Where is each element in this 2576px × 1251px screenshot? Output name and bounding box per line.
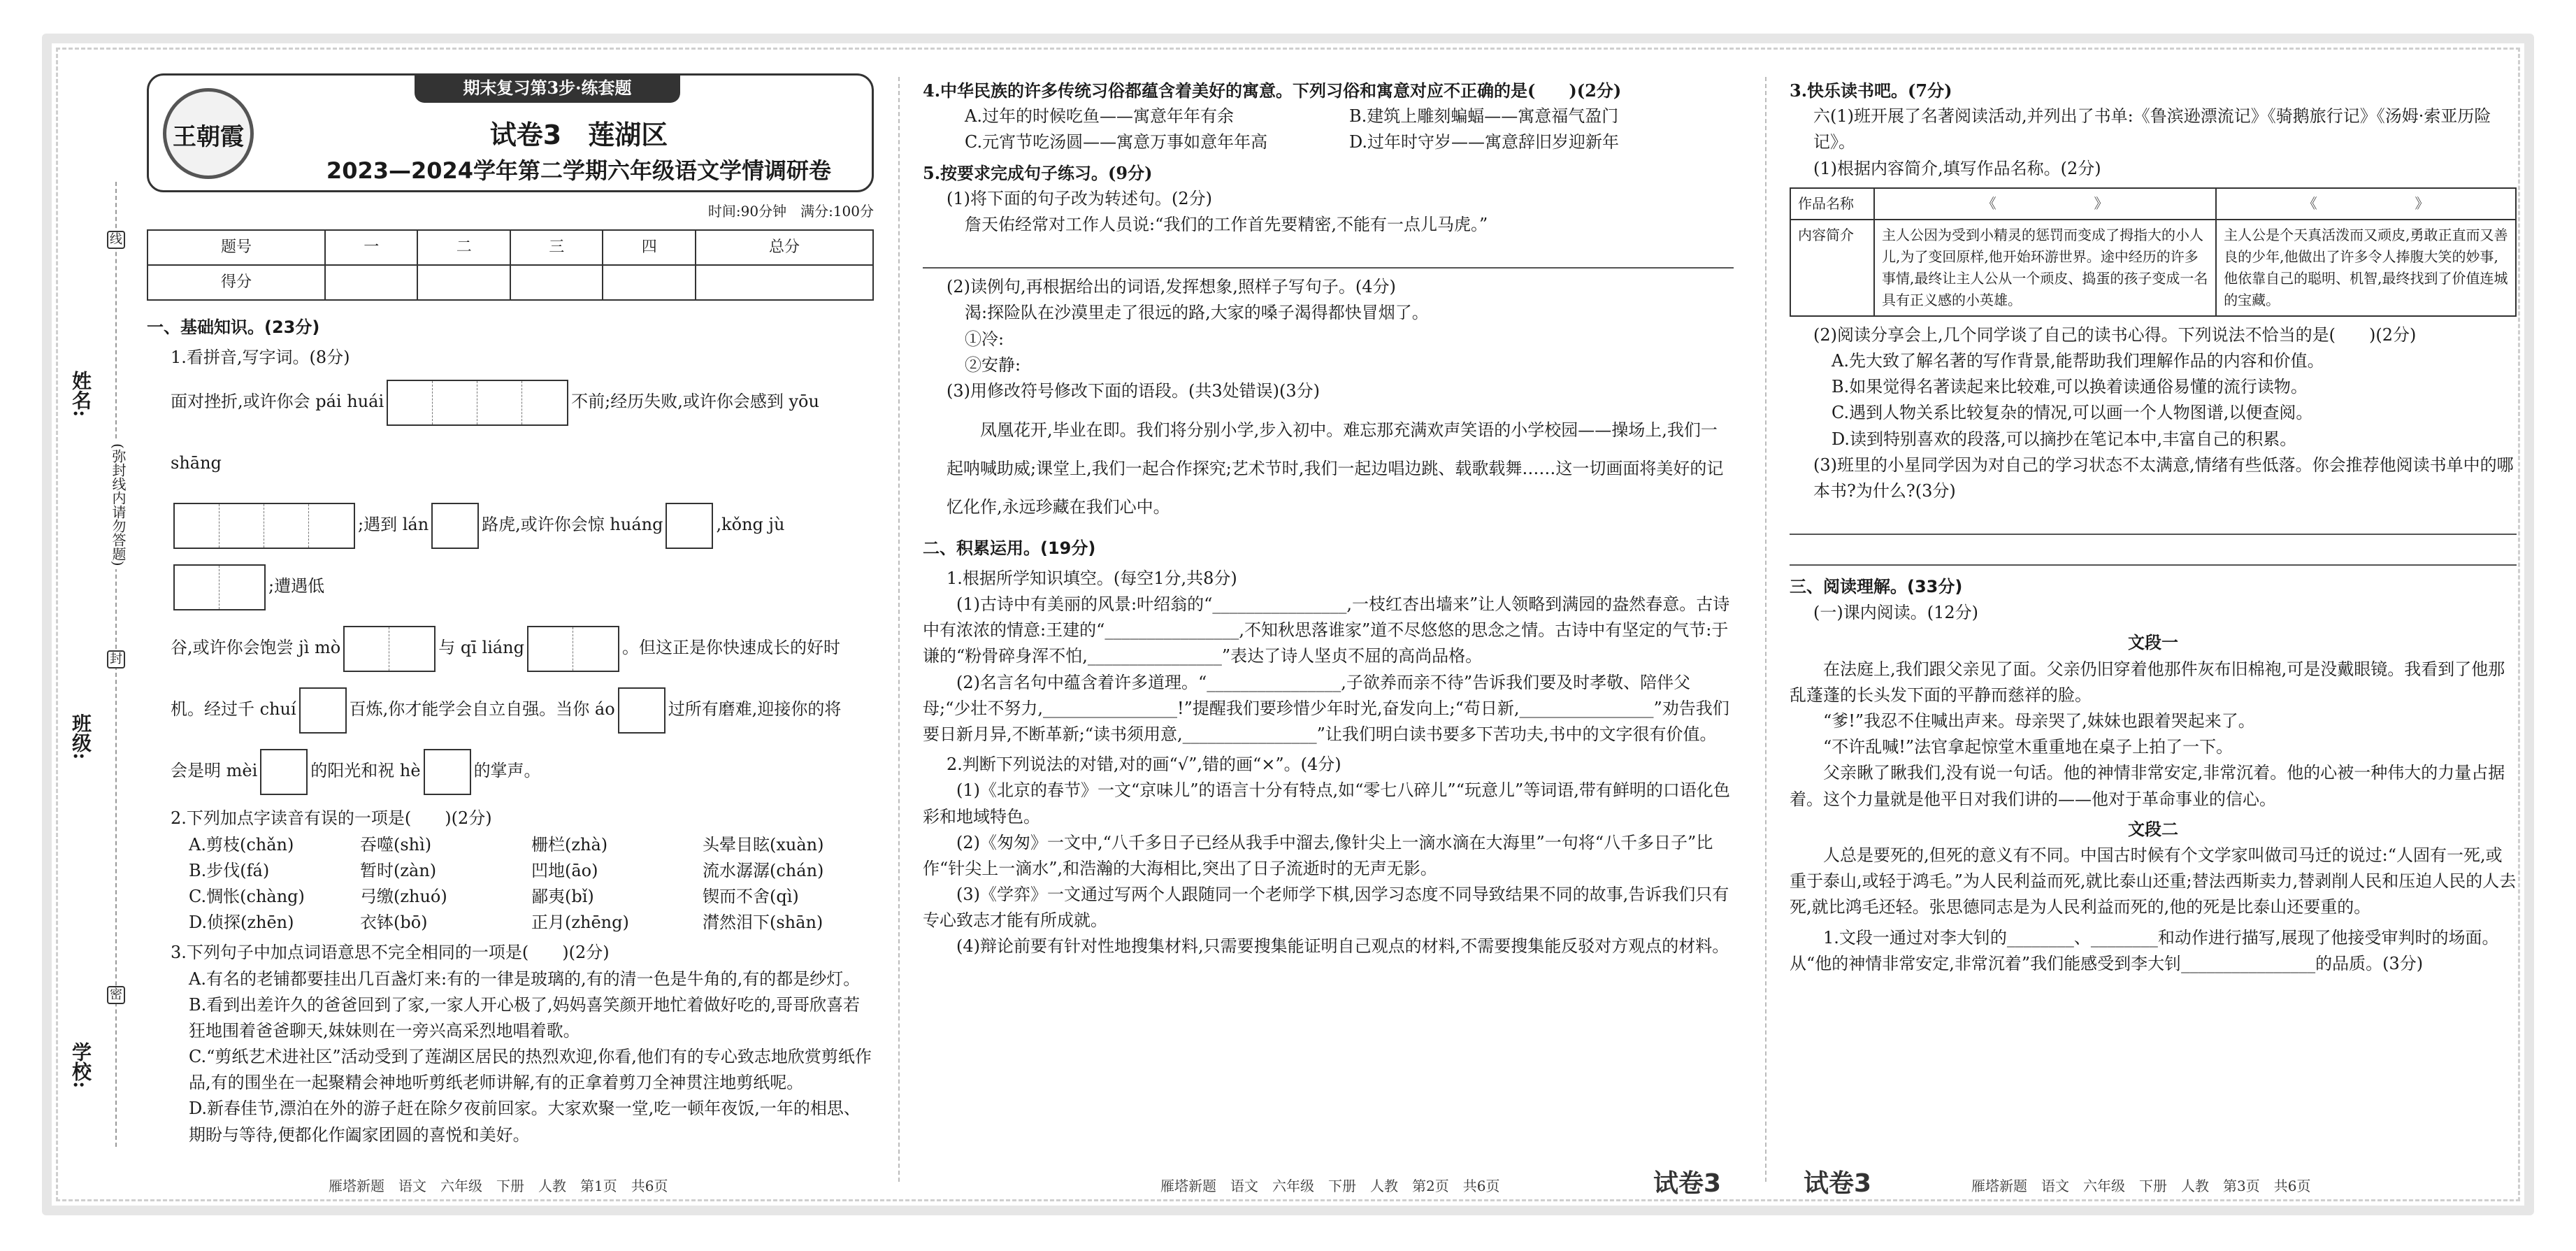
- book-name-blank[interactable]: 《 》: [1874, 188, 2216, 220]
- answer-prompt: ①冷:: [965, 329, 1005, 349]
- exam-title: 试卷3 莲湖区: [489, 120, 668, 150]
- review-banner: 期末复习第3步·练套题: [415, 73, 680, 103]
- school-label: 学校:: [69, 1042, 92, 1089]
- passage-paragraph: 人总是要死的,但死的意义有不同。中国古时候有个文学家叫做司马迁的说过:“人固有一死,或重于泰山,或轻于鸿毛。”为人民利益而死,就比泰山还重;替法西斯卖力,替剥削人民和压迫人民的人去死,就比鸿毛还轻。张思德同志是为人民利益而死的,他的死是比泰山还要重的。: [1790, 845, 2517, 917]
- score-col: 总分: [696, 230, 873, 265]
- option: D.读到特别喜欢的段落,可以摘抄在笔记本中,丰富自己的积累。: [1832, 429, 2297, 449]
- option: 鄙夷(bǐ): [531, 886, 594, 906]
- option: 栅栏(zhà): [531, 834, 608, 855]
- footer-page-2: 雁塔新题 语文 六年级 下册 人教 第2页 共6页: [1160, 1178, 1500, 1194]
- score-cell[interactable]: [510, 265, 603, 300]
- answer-prompt: ②安静:: [965, 355, 1021, 375]
- fill-blank: (2)名言名句中蕴含着许多道理。“________________,子欲养而亲不待”告诉我们要及时孝敬、陪伴父母;“少壮不努力,________________!”提醒我们要珍惜少年时光,奋发向上;“苟日新,________________”劝告我们要日新月异,不断革新;“读书须用意,________________”让我们明白读书要多下苦功夫,书中的文字很有价值。: [923, 672, 1729, 744]
- option: 吞噬(shì): [360, 834, 432, 855]
- option: A.先大致了解名著的写作背景,能帮助我们理解作品的内容和价值。: [1832, 350, 2324, 371]
- option: B.步伐(fá): [189, 860, 270, 880]
- section-2-title: 二、积累运用。(19分): [923, 538, 1096, 558]
- judge-item: (1)《北京的春节》一文“京味儿”的语言十分有特点,如“零七八碎儿”“玩意儿”等词语,带有鲜明的口语化色彩和地域特色。: [923, 780, 1730, 827]
- answer-line[interactable]: [1790, 510, 2517, 535]
- reading-intro: 六(1)班开展了名著阅读活动,并列出了书单:《鲁滨逊漂流记》《骑鹅旅行记》《汤姆·索亚历险记》。: [1813, 106, 2491, 152]
- book-name-label: 作品名称: [1790, 188, 1874, 220]
- passage-paragraph: 父亲瞅了瞅我们,没有说一句话。他的神情非常安定,非常沉着。他的心被一种伟大的力量占据着。这个力量就是他平日对我们讲的——他对于革命事业的信心。: [1790, 763, 2505, 809]
- score-cell[interactable]: [325, 265, 418, 300]
- source-sentence: 詹天佑经常对工作人员说:“我们的工作首先要精密,不能有一点儿马虎。”: [965, 214, 1488, 234]
- binding-mark-mi: 密: [107, 986, 125, 1004]
- passage-text: 谷,或许你会饱尝 jì mò: [171, 638, 341, 658]
- option: 锲而不舍(qì): [703, 886, 799, 906]
- book-table: [1790, 187, 2517, 317]
- passage-paragraph: 在法庭上,我们跟父亲见了面。父亲仍旧穿着他那件灰布旧棉袍,可是没戴眼镜。我看到了他那乱蓬蓬的长头发下面的平静而慈祥的脸。: [1790, 659, 2505, 705]
- option: C.“剪纸艺术进社区”活动受到了莲湖区居民的热烈欢迎,你看,他们有的专心致志地欣赏剪纸作品,有的围坐在一起聚精会神地听剪纸老师讲解,有的正拿着剪刀全神贯注地剪纸呢。: [189, 1047, 872, 1093]
- score-head: 得分: [147, 265, 325, 300]
- option: 弓缴(zhuó): [360, 886, 447, 906]
- option: B.建筑上雕刻蝙蝠——寓意福气盈门: [1349, 106, 1619, 127]
- answer-line[interactable]: [1790, 541, 2517, 566]
- passage-paragraph: “不许乱喊!”法官拿起惊堂木重重地在桌子上拍了一下。: [1823, 737, 2233, 757]
- logo-text: 王朝霞: [173, 123, 244, 151]
- sub-question: (2)阅读分享会上,几个同学谈了自己的读书心得。下列说法不恰当的是( )(2分): [1813, 324, 2417, 345]
- binding-strip: [66, 182, 129, 1147]
- footer-page-3: 雁塔新题 语文 六年级 下册 人教 第3页 共6页: [1971, 1178, 2311, 1194]
- char-grid[interactable]: [260, 749, 308, 795]
- footer-page-1: 雁塔新题 语文 六年级 下册 人教 第1页 共6页: [329, 1178, 668, 1194]
- exam-mark: 试卷3: [1653, 1169, 1722, 1198]
- binding-mark-xian: 线: [107, 231, 125, 249]
- score-head: 题号: [147, 230, 325, 265]
- passage-text: 面对挫折,或许你会 pái huái: [171, 392, 384, 412]
- sub-question: (1)将下面的句子改为转述句。(2分): [947, 188, 1212, 208]
- score-table: [147, 229, 874, 301]
- passage-paragraph: “爹!”我忍不住喊出声来。母亲哭了,妹妹也跟着哭起来了。: [1823, 711, 2255, 731]
- option: 头晕目眩(xuàn): [703, 834, 824, 855]
- option: 凹地(āo): [531, 860, 598, 880]
- score-cell[interactable]: [603, 265, 696, 300]
- char-grid[interactable]: [527, 626, 619, 672]
- example-sentence: 渴:探险队在沙漠里走了很远的路,大家的嗓子渴得都快冒烟了。: [965, 303, 1429, 323]
- exam-subtitle: 2023—2024学年第二学期六年级语文学情调研卷: [326, 157, 832, 184]
- binding-note: (弥封线内请勿答题): [108, 441, 129, 569]
- char-grid[interactable]: [343, 626, 436, 672]
- score-cell[interactable]: [696, 265, 873, 300]
- char-grid[interactable]: [173, 564, 266, 610]
- section-1-title: 一、基础知识。(23分): [147, 317, 320, 337]
- option: C.元宵节吃汤圆——寓意万事如意年年高: [965, 132, 1268, 152]
- question-2: 2.下列加点字读音有误的一项是( )(2分): [171, 808, 492, 829]
- passage-text: 的掌声。: [473, 761, 541, 781]
- question-5: 5.按要求完成句子练习。(9分): [923, 162, 1153, 183]
- option: 正月(zhēng): [531, 913, 629, 933]
- passage-text: 与 qī liáng: [438, 638, 524, 658]
- option: C.遇到人物关系比较复杂的情况,可以画一个人物图谱,以便查阅。: [1832, 403, 2313, 423]
- passage-title: 文段一: [2128, 633, 2178, 653]
- book-intro: 主人公因为受到小精灵的惩罚而变成了拇指大的小人儿,为了变回原样,他开始环游世界。途中经历的许多事情,最终让主人公从一个顽皮、捣蛋的孩子变成一名具有正义感的小英雄。: [1874, 220, 2216, 316]
- column-divider-2: [1765, 77, 1766, 1182]
- char-grid[interactable]: [618, 687, 665, 734]
- section-3-title: 三、阅读理解。(33分): [1790, 577, 1963, 597]
- question-4: 4.中华民族的许多传统习俗都蕴含着美好的寓意。下列习俗和寓意对应不正确的是( )(2分): [923, 80, 1622, 101]
- score-col: 三: [510, 230, 603, 265]
- option: D.新春佳节,漂泊在外的游子赶在除夕夜前回家。大家欢聚一堂,吃一顿年夜饭,一年的相思、期盼与等待,便都化作阖家团圆的喜悦和美好。: [189, 1099, 861, 1145]
- option: 暂时(zàn): [360, 860, 437, 880]
- passage-text: 百炼,你才能学会自立自强。当你 áo: [349, 699, 615, 720]
- judge-item: (4)辩论前要有针对性地搜集材料,只需要搜集能证明自己观点的材料,不需要搜集能反驳对方观点的材料。: [956, 936, 1729, 957]
- score-col: 二: [417, 230, 510, 265]
- judge-item: (3)《学弈》一文通过写两个人跟随同一个老师学下棋,因学习态度不同导致结果不同的故事,告诉我们只有专心致志才能有所成就。: [923, 885, 1729, 931]
- char-grid[interactable]: [431, 503, 479, 549]
- sub-question: (3)用修改符号修改下面的语段。(共3处错误)(3分): [947, 380, 1320, 401]
- passage-title: 文段二: [2128, 819, 2178, 839]
- q4-options: [923, 103, 1734, 155]
- option: B.如果觉得名著读起来比较难,可以换着读通俗易懂的流行读物。: [1832, 377, 2308, 397]
- reading-question-1: 1.文段一通过对李大钊的________、________和动作进行描写,展现了他接受审判时的场面。从“他的神情非常安定,非常沉着”我们能感受到李大钊________________的品质。(3分): [1790, 927, 2499, 973]
- option: B.看到出差许久的爸爸回到了家,一家人开心极了,妈妈喜笑颜开地忙着做好吃的,哥哥欣喜若狂地围着爸爸聊天,妹妹则在一旁兴高采烈地唱着歌。: [189, 994, 861, 1041]
- sub-question: (2)读例句,再根据给出的词语,发挥想象,照样子写句子。(4分): [947, 277, 1396, 297]
- name-label: 姓名:: [69, 371, 92, 417]
- question-3: 3.下列句子中加点词语意思不完全相同的一项是( )(2分): [171, 943, 610, 963]
- question-3-reading: 3.快乐读书吧。(7分): [1790, 80, 1952, 101]
- sub-section: (一)课内阅读。(12分): [1813, 603, 1978, 623]
- passage-text: ,kǒng jù: [716, 515, 785, 535]
- score-col: 一: [325, 230, 418, 265]
- option: 流水潺潺(chán): [703, 860, 824, 880]
- book-name-blank[interactable]: 《 》: [2216, 188, 2516, 220]
- answer-line[interactable]: [923, 243, 1734, 269]
- footer-exam-mark-2: [1653, 1164, 1721, 1199]
- char-grid[interactable]: [387, 380, 568, 426]
- score-cell[interactable]: [417, 265, 510, 300]
- q2-options: [147, 832, 874, 936]
- exam-mark: 试卷3: [1804, 1169, 1872, 1198]
- passage-text: 路虎,或许你会惊 huáng: [482, 515, 663, 535]
- option: D.过年时守岁——寓意辞旧岁迎新年: [1349, 132, 1620, 152]
- score-col: 四: [603, 230, 696, 265]
- option: A.有名的老铺都要挂出几百盏灯来:有的一律是玻璃的,有的清一色是牛角的,有的都是纱灯。: [189, 968, 861, 989]
- column-1: [147, 73, 874, 1148]
- char-grid[interactable]: [665, 503, 713, 549]
- passage-text: 。但这正是你快速成长的好时: [622, 638, 840, 658]
- judge-item: (2)《匆匆》一文中,“八千多日子已经从我手中溜去,像针尖上一滴水滴在大海里”一句将“八千多日子”比作“针尖上一滴水”,和浩瀚的大海相比,突出了日子流逝时的无声无影。: [923, 832, 1713, 878]
- footer-exam-mark-3: [1804, 1164, 1871, 1199]
- passage-text: ;遭遇低: [268, 576, 325, 596]
- sub-question: (3)班里的小星同学因为对自己的学习状态不太满意,情绪有些低落。你会推荐他阅读书单中的哪本书?为什么?(3分): [1813, 455, 2514, 501]
- binding-mark-feng: 封: [107, 650, 125, 669]
- book-intro: 主人公是个天真活泼而又顽皮,勇敢正直而又善良的少年,他做出了许多令人捧腹大笑的妙事,他依靠自己的聪明、机智,最终找到了价值连城的宝藏。: [2216, 220, 2516, 316]
- passage-text: ;遇到 lán: [358, 515, 429, 535]
- option: A.过年的时候吃鱼——寓意年年有余: [965, 106, 1234, 127]
- exam-header: [147, 73, 874, 192]
- column-2: [923, 73, 1734, 960]
- option: C.惆怅(chàng): [189, 886, 305, 906]
- fill-blank: (1)古诗中有美丽的风景:叶绍翁的“________________,一枝红杏出墙来”让人领略到满园的盎然春意。古诗中有浓浓的情意:王建的“________________,不知秋思落谁家”道不尽悠悠的思念之情。古诗中有坚定的气节:于谦的“粉骨碎身浑不怕,________________”表达了诗人坚贞不屈的高尚品格。: [923, 594, 1730, 666]
- edit-passage: 凤凰花开,毕业在即。我们将分别小学,步入初中。难忘那充满欢声笑语的小学校园——操场上,我们一起呐喊助威;课堂上,我们一起合作探究;艺术节时,我们一起边唱边跳、载歌载舞……这一切画面将美好的记忆化作,永远珍藏在我们心中。: [947, 420, 1724, 517]
- sub-question: (1)根据内容简介,填写作品名称。(2分): [1813, 158, 2101, 178]
- char-grid[interactable]: [299, 687, 347, 734]
- question-1: 1.看拼音,写字词。(8分): [171, 348, 350, 368]
- passage-text: 的阳光和祝 hè: [310, 761, 421, 781]
- option: A.剪枝(chǎn): [189, 834, 294, 855]
- option: D.侦探(zhēn): [189, 913, 294, 933]
- column-3: [1790, 73, 2517, 977]
- char-grid[interactable]: [173, 503, 355, 549]
- column-divider-1: [898, 77, 900, 1182]
- option: 潸然泪下(shān): [703, 913, 823, 933]
- question-2-judge: 2.判断下列说法的对错,对的画“√”,错的画“×”。(4分): [947, 755, 1341, 775]
- brand-logo: [163, 88, 254, 179]
- option: 衣钵(bō): [360, 913, 428, 933]
- time-score: 时间:90分钟 满分:100分: [707, 203, 874, 220]
- pinyin-passage: [147, 371, 874, 801]
- passage-text: 机。经过千 chuí: [171, 699, 296, 720]
- question-1-fill: 1.根据所学知识填空。(每空1分,共8分): [947, 568, 1237, 588]
- passage-text: 过所有磨难,迎接你的将: [668, 699, 842, 720]
- passage-text: 会是明 mèi: [171, 761, 258, 781]
- book-intro-label: 内容简介: [1790, 220, 1874, 316]
- char-grid[interactable]: [424, 749, 471, 795]
- passage-text: 不前;经历失败,或许你会感到 yōu shāng: [171, 392, 819, 473]
- class-label: 班级:: [69, 713, 92, 760]
